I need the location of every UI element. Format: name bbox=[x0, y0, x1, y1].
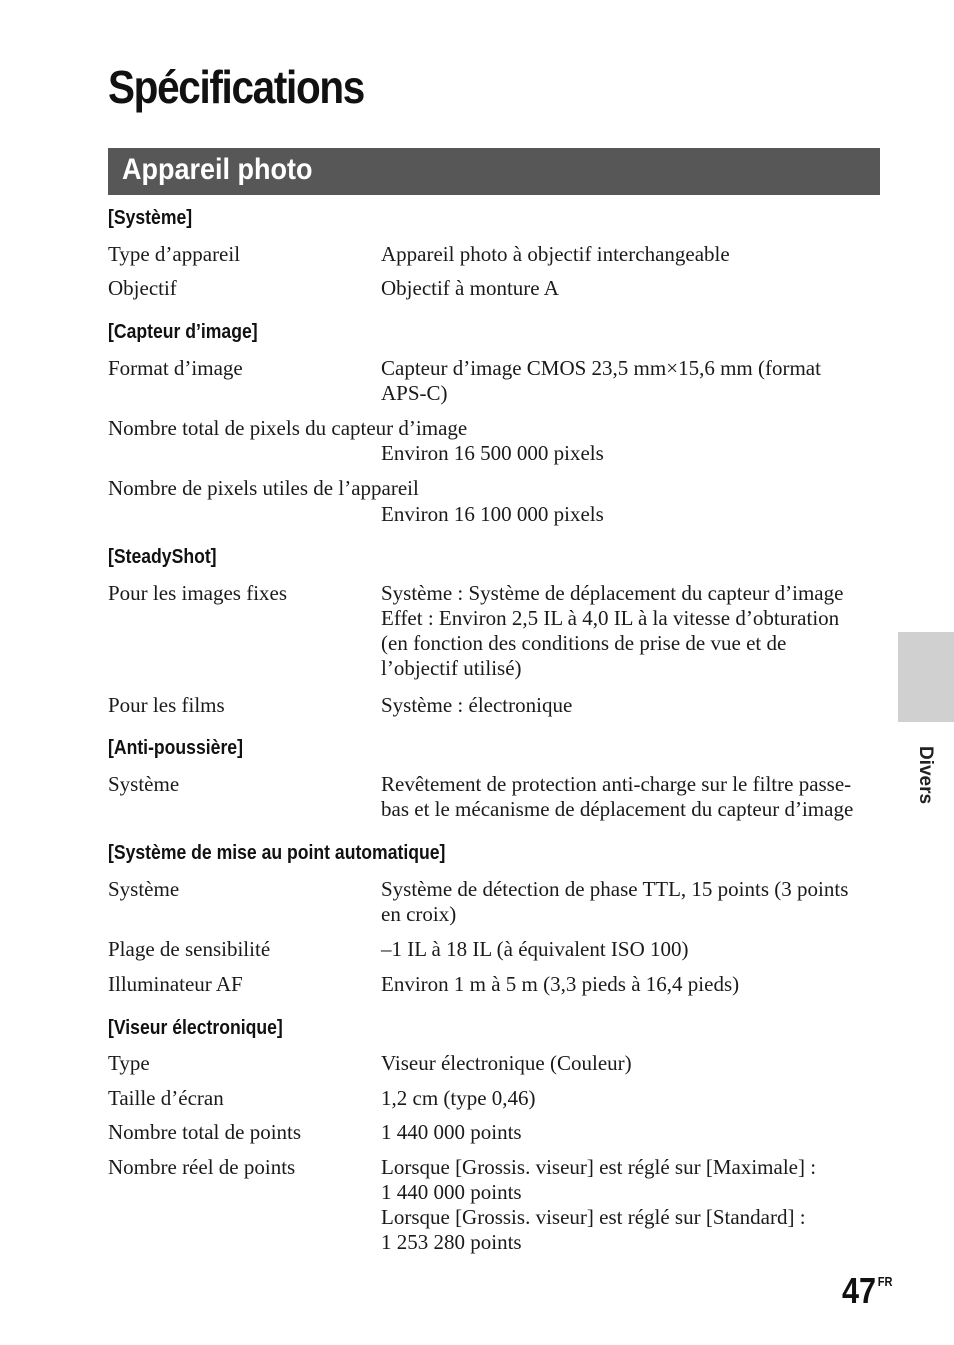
spec-label: Pour les images fixes bbox=[108, 581, 288, 605]
spec-label: Type d’appareil bbox=[108, 242, 241, 266]
spec-value bbox=[381, 1051, 886, 1076]
group-heading-viseur: [Viseur électronique] bbox=[108, 1017, 283, 1039]
spec-value bbox=[381, 772, 886, 822]
spec-value-line: Lorsque [Grossis. viseur] est réglé sur [Maximale] : bbox=[381, 1155, 817, 1179]
spec-value-line: Objectif à monture A bbox=[381, 276, 559, 300]
spec-label: Objectif bbox=[108, 276, 177, 300]
spec-value bbox=[381, 276, 886, 301]
group-heading-steadyshot: [SteadyShot] bbox=[108, 546, 217, 568]
spec-label: Taille d’écran bbox=[108, 1086, 224, 1110]
section-header-bar bbox=[108, 148, 880, 195]
page-title: Spécifications bbox=[108, 61, 364, 113]
spec-value-line: Lorsque [Grossis. viseur] est réglé sur [Standard] : bbox=[381, 1205, 806, 1229]
spec-value-line: Appareil photo à objectif interchangeable bbox=[381, 242, 730, 266]
spec-value-line: 1 440 000 points bbox=[381, 1180, 522, 1204]
spec-label: Illuminateur AF bbox=[108, 972, 243, 996]
spec-value-line: (en fonction des conditions de prise de vue et de bbox=[381, 631, 787, 655]
group-heading-autofocus: [Système de mise au point automatique] bbox=[108, 842, 446, 864]
spec-value-line: Viseur électronique (Couleur) bbox=[381, 1051, 632, 1075]
spec-value bbox=[381, 1086, 886, 1111]
spec-value bbox=[381, 1120, 886, 1145]
group-heading-antipoussiere: [Anti-poussière] bbox=[108, 737, 243, 759]
spec-label: Pour les films bbox=[108, 693, 225, 717]
spec-value-line: en croix) bbox=[381, 902, 457, 926]
spec-value-line: 1 253 280 points bbox=[381, 1230, 522, 1254]
spec-value-line: Système : électronique bbox=[381, 693, 573, 717]
spec-value-line: –1 IL à 18 IL (à équivalent ISO 100) bbox=[381, 937, 689, 961]
spec-value-line: Capteur d’image CMOS 23,5 mm×15,6 mm (format bbox=[381, 356, 821, 380]
side-tab-label-box bbox=[908, 742, 934, 812]
group-heading-systeme: [Système] bbox=[108, 207, 193, 229]
spec-value-line: Environ 1 m à 5 m (3,3 pieds à 16,4 pieds) bbox=[381, 972, 740, 996]
section-title: Appareil photo bbox=[122, 153, 313, 186]
spec-label: Nombre de pixels utiles de l’appareil bbox=[108, 476, 419, 500]
spec-label: Nombre total de points bbox=[108, 1120, 302, 1144]
spec-label: Format d’image bbox=[108, 356, 243, 380]
spec-value-line: 1,2 cm (type 0,46) bbox=[381, 1086, 536, 1110]
spec-value-line: Revêtement de protection anti-charge sur le filtre passe- bbox=[381, 772, 852, 796]
spec-label: Système bbox=[108, 877, 180, 901]
spec-value-line: l’objectif utilisé) bbox=[381, 656, 522, 680]
page-language: FR bbox=[877, 1274, 893, 1289]
spec-value bbox=[381, 972, 886, 997]
spec-value-line: Système de détection de phase TTL, 15 points (3 points bbox=[381, 877, 849, 901]
spec-value bbox=[381, 502, 886, 527]
spec-value-line: Environ 16 500 000 pixels bbox=[381, 441, 604, 465]
spec-label: Type bbox=[108, 1051, 150, 1075]
page-number-value: 47 bbox=[842, 1270, 877, 1311]
spec-value bbox=[381, 356, 886, 406]
spec-value-line: Environ 16 100 000 pixels bbox=[381, 502, 604, 526]
spec-value bbox=[381, 937, 886, 962]
side-tab-marker bbox=[898, 632, 954, 722]
spec-value bbox=[381, 581, 886, 681]
spec-label: Nombre total de pixels du capteur d’image bbox=[108, 416, 468, 440]
spec-value bbox=[381, 877, 886, 927]
spec-value-line: Effet : Environ 2,5 IL à 4,0 IL à la vitesse d’obturation bbox=[381, 606, 840, 630]
spec-value-line: Système : Système de déplacement du capteur d’image bbox=[381, 581, 844, 605]
spec-value bbox=[381, 242, 886, 267]
page-number bbox=[842, 1270, 892, 1312]
spec-label: Nombre réel de points bbox=[108, 1155, 296, 1179]
spec-label: Plage de sensibilité bbox=[108, 937, 271, 961]
spec-label: Système bbox=[108, 772, 180, 796]
group-heading-capteur: [Capteur d’image] bbox=[108, 321, 258, 343]
side-tab-label: Divers bbox=[915, 745, 936, 805]
spec-value bbox=[381, 693, 886, 718]
spec-value bbox=[381, 441, 886, 466]
spec-value-line: APS-C) bbox=[381, 381, 448, 405]
spec-value-line: 1 440 000 points bbox=[381, 1120, 522, 1144]
spec-value-line: bas et le mécanisme de déplacement du capteur d’image bbox=[381, 797, 854, 821]
spec-value bbox=[381, 1155, 886, 1255]
